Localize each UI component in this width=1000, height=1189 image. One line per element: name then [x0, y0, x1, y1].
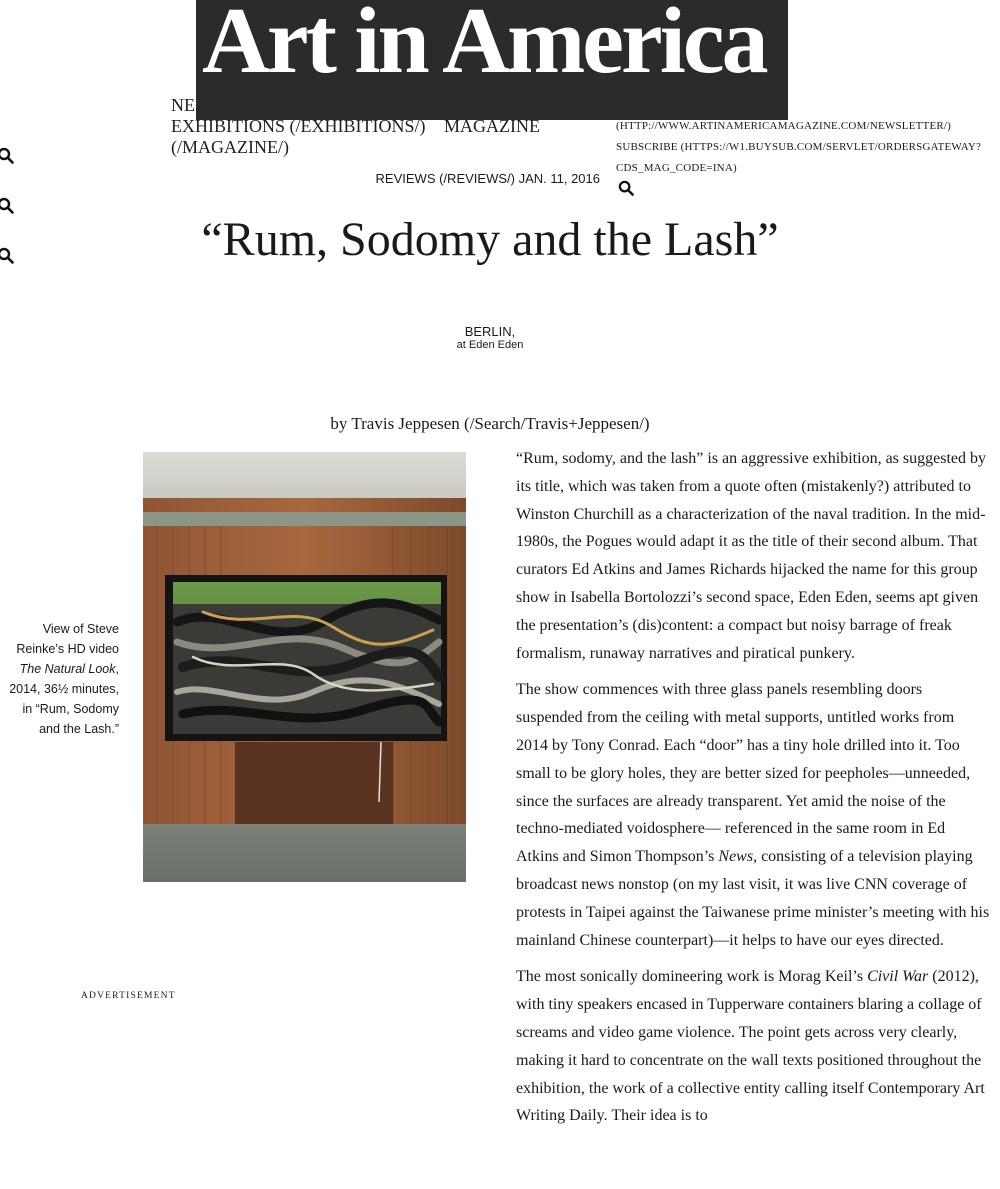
nav-item-magazine[interactable] — [444, 116, 540, 137]
subscribe-link[interactable]: SUBSCRIBE (HTTPS://W1.BUYSUB.COM/SERVLET/ORDERSGATEWAY? — [616, 141, 982, 153]
publish-date: JAN. 11, 2016 — [518, 171, 600, 186]
caption-line: View of Steve — [42, 622, 119, 636]
article-body — [516, 445, 990, 1139]
paragraph-text: (2012), with tiny speakers encased in Tupperware containers blaring a collage of screams and video game violence. The point gets across very clearly, making it hard to concentrate on the wall texts positioned throughout the exhibition, the work of a collective entity calling itself Contemporary Art Writing Daily. Their idea is to — [516, 968, 985, 1125]
article-location: BERLIN, — [464, 324, 516, 339]
nav-item-exhibitions-label[interactable]: EXHIBITIONS (/EXHIBITIONS/) — [171, 116, 426, 136]
article-paragraph — [516, 963, 990, 1130]
section-link[interactable]: REVIEWS (/REVIEWS/) — [375, 171, 515, 186]
caption-line: Reinke’s HD video — [16, 642, 119, 656]
nav-item-exhibitions[interactable] — [171, 116, 425, 137]
article-image — [143, 452, 466, 882]
search-icon[interactable] — [0, 197, 15, 215]
masthead-logo[interactable] — [196, 0, 788, 120]
paragraph-text: , consisting of a television playing broadcast news nonstop (on my last visit, it was live CNN coverage of protests in Taipei against the Taiwanese prime minister’s meeting with his mainland Chinese counterpart)—it helps to have our eyes directed. — [516, 848, 990, 949]
article-paragraph — [516, 676, 990, 954]
search-icon[interactable] — [0, 247, 15, 265]
article-title: “Rum, Sodomy and the Lash” — [201, 213, 779, 266]
article-paragraph: “Rum, sodomy, and the lash” is an aggressive exhibition, as suggested by its title, which was taken from a quote often (mistakenly?) attributed to Winston Churchill as a characterization of the naval tradition. In the mid-1980s, the Pogues would adapt it as the title of their second album. That curators Ed Atkins and James Richards hijacked the name for this group show in Isabella Bortolozzi’s second space, Eden Eden, seems apt given the presentation’s (dis)content: a compact but noisy barrage of freak formalism, runaway narratives and piratical punkery. — [516, 450, 986, 662]
search-icon[interactable] — [618, 180, 636, 198]
caption-punct: , — [115, 662, 119, 676]
caption-line — [0, 659, 119, 679]
header-links — [616, 116, 1000, 179]
article-meta — [300, 171, 600, 186]
byline[interactable]: by Travis Jeppesen (/Search/Travis+Jeppesen/) — [330, 414, 650, 433]
work-title: Civil War — [867, 968, 929, 986]
site-title[interactable]: Art in America — [202, 0, 766, 93]
nav-item-magazine-label[interactable]: MAGAZINE — [444, 116, 540, 136]
search-icon[interactable] — [0, 147, 15, 165]
nav-item-news[interactable] — [171, 95, 195, 116]
article-venue: at Eden Eden — [456, 339, 524, 351]
image-caption — [0, 619, 119, 739]
advertisement-label: ADVERTISEMENT — [81, 991, 176, 1001]
work-title: News — [718, 848, 754, 866]
newsletter-link[interactable]: (HTTP://WWW.ARTINAMERICAMAGAZINE.COM/NEWSLETTER/) — [616, 120, 952, 132]
caption-line: 2014, 36½ minutes, — [9, 682, 119, 696]
nav-item-news-label[interactable]: NE — [171, 95, 195, 115]
subscribe-link-code[interactable]: CDS_MAG_CODE=INA) — [616, 162, 737, 174]
caption-line: in “Rum, Sodomy — [22, 702, 119, 716]
nav-item-magazine-url[interactable] — [171, 137, 289, 158]
nav-item-magazine-url-label[interactable]: (/MAGAZINE/) — [171, 137, 289, 157]
caption-work-title: The Natural Look — [19, 662, 116, 676]
paragraph-text: The show commences with three glass panels resembling doors suspended from the ceiling with metal supports, untitled works from 2014 by Tony Conrad. Each “door” has a tiny hole drilled into it. Too small to be glory holes, they are better sized for peepholes—unneeded, since the surfaces are already transparent. Yet amid the noise of the techno-mediated voidosphere— referenced in the same room in Ed Atkins and Simon Thompson’s — [516, 681, 971, 866]
paragraph-text: The most sonically domineering work is Morag Keil’s — [516, 968, 868, 986]
caption-line: and the Lash.” — [39, 722, 119, 736]
